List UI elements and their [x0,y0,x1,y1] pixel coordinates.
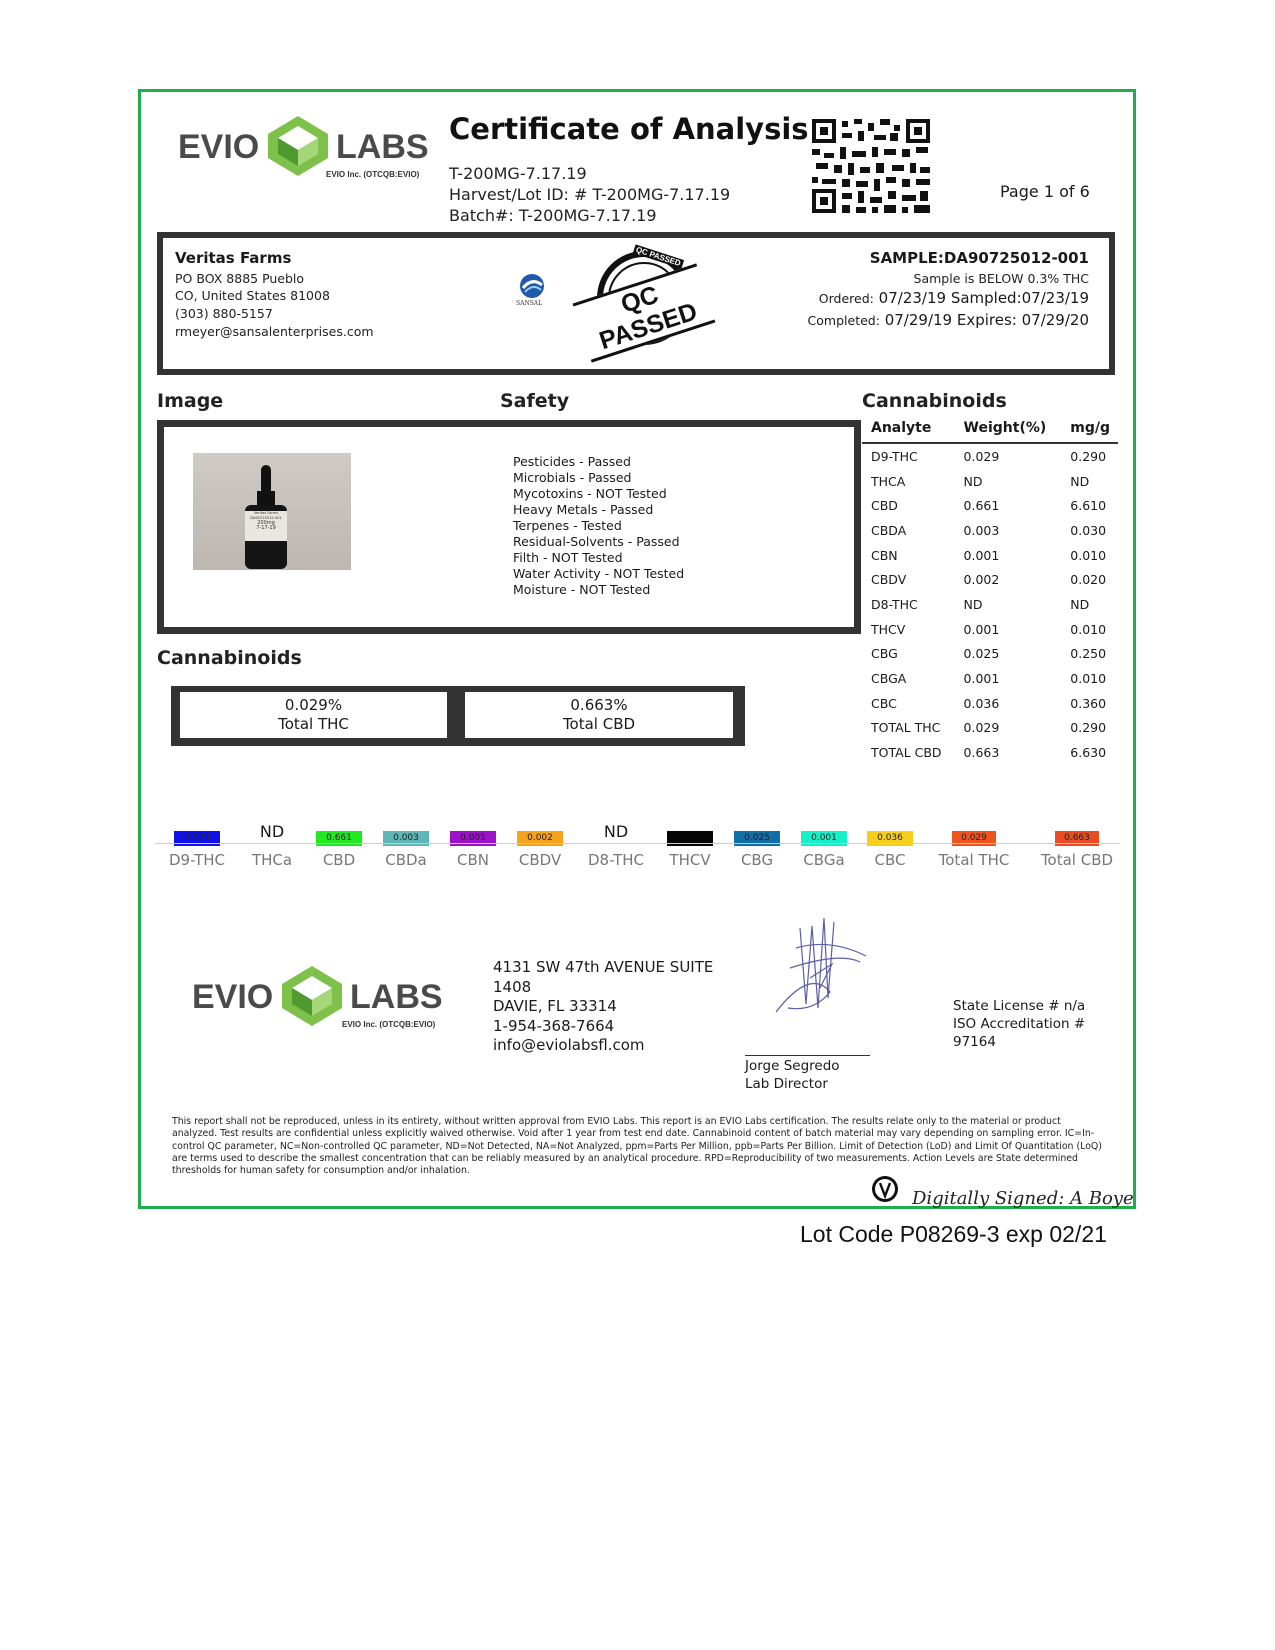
safety-item: Mycotoxins - NOT Tested [513,486,667,501]
mg-per-g-cell: 0.290 [1070,448,1107,464]
address-line: 4131 SW 47th AVENUE SUITE [493,958,714,976]
weight-cell: 0.001 [963,547,1000,563]
completed-date: 07/29/19 [884,311,953,329]
chart-bar: 0.029 [952,831,996,846]
table-row [862,740,1118,765]
totals-box [171,686,745,746]
mg-per-g-cell: 0.290 [1070,720,1107,736]
mg-per-g-cell: 6.630 [1070,745,1107,761]
lab-phone: 1-954-368-7664 [493,1016,615,1035]
chart-nd-label: ND [259,822,285,841]
mg-per-g-cell: ND [1070,596,1090,612]
mg-per-g-cell: ND [1070,473,1090,489]
analyte-cell: CBD [871,498,898,514]
table-row [862,691,1118,716]
analyte-cell: THCA [871,473,906,489]
chart-bar: 0.036 [867,831,913,846]
analyte-cell: D9-THC [871,448,918,464]
address-line: 1408 [493,977,532,996]
chart-category-label: D9-THC [168,851,226,869]
bottle-label-line-3: 200mg [257,520,275,526]
table-row [862,716,1118,741]
signature-seal-icon [870,1174,900,1204]
mg-per-g-cell: 0.030 [1070,522,1107,538]
completed-label: Completed: [807,313,880,328]
footer-evio-leaf-icon [280,964,344,1028]
chart-category-label: THCV [669,851,711,869]
stamp-ring-text: QC PASSED [634,245,682,268]
chart-bar: 0.663 [1055,831,1099,846]
analyte-cell: TOTAL CBD [871,745,942,761]
weight-cell: 0.036 [963,695,1000,711]
thc-compliance-note: Sample is BELOW 0.3% THC [913,271,1089,286]
analyte-cell: CBG [871,646,898,662]
product-id: T-200MG-7.17.19 [449,164,587,183]
safety-item: Residual-Solvents - Passed [513,534,680,549]
lab-address [493,958,713,1056]
chart-bar: 0.001 [450,831,496,846]
safety-item: Terpenes - Tested [513,518,622,533]
table-row [862,592,1118,617]
analyte-cell: CBC [871,695,897,711]
chart-bar: 0.001 [801,831,847,846]
total-thc-value: 0.029% [284,696,343,714]
table-row [862,493,1118,518]
weight-cell: 0.029 [963,448,1000,464]
mg-per-g-cell: 0.010 [1070,621,1107,637]
chart-bar: 0.001 [667,831,713,846]
total-thc-label: Total THC [278,715,349,733]
footer-logo-evio-text: EVIO [192,978,274,1016]
mg-per-g-cell: 0.010 [1070,671,1107,687]
logo-labs-text: LABS [336,128,429,166]
cannabinoids-table-heading: Cannabinoids [862,390,1007,412]
signature-line [745,1055,870,1056]
image-heading: Image [157,390,224,412]
col-analyte: Analyte [862,416,955,443]
document-title: Certificate of Analysis [449,112,809,146]
qc-passed-stamp [585,245,703,356]
chart-bar: 0.002 [517,831,563,846]
chart-category-label: CBC [874,851,906,869]
harvest-lot-id: Harvest/Lot ID: # T-200MG-7.17.19 [449,185,731,204]
table-row [862,518,1118,543]
table-row [862,469,1118,494]
footer-logo-labs-text: LABS [350,978,443,1016]
client-logo [512,273,552,313]
table-row [862,543,1118,568]
safety-item: Pesticides - Passed [513,454,631,469]
chart-category-label: CBD [322,851,356,869]
chart-bar: 0.661 [316,831,362,846]
completed-row [808,311,1089,329]
chart-category-label: THCa [251,851,293,869]
col-mg-per-g: mg/g [1061,416,1118,443]
total-cbd-cell [465,692,733,738]
ordered-date: 07/23/19 [878,289,947,307]
analyte-cell: D8-THC [871,596,918,612]
analyte-cell: CBN [871,547,898,563]
sansal-logo-icon [517,273,547,299]
chart-category-label: D8-THC [587,851,645,869]
col-weight: Weight(%) [955,416,1062,443]
cannabinoids-table-body [862,443,1118,765]
state-license: State License # n/a [953,998,1086,1014]
logo-evio-text: EVIO [178,128,260,166]
safety-item: Microbials - Passed [513,470,632,485]
weight-cell: ND [963,596,983,612]
weight-cell: 0.029 [963,720,1000,736]
ordered-row [819,289,1089,307]
footer-logo-subtitle: EVIO Inc. (OTCQB:EVIO) [342,1020,436,1029]
table-header-row [862,416,1118,443]
safety-results [513,454,684,598]
chart-category-label: CBDV [518,851,562,869]
table-row [862,666,1118,691]
director-title: Lab Director [745,1076,828,1092]
page-number: Page 1 of 6 [1000,182,1090,201]
safety-item: Filth - NOT Tested [513,550,623,565]
cannabinoids-summary-heading: Cannabinoids [157,647,302,669]
weight-cell: 0.001 [963,671,1000,687]
chart-nd-label: ND [603,822,629,841]
ordered-label: Ordered: [818,291,874,306]
address-line: DAVIE, FL 33314 [493,997,617,1015]
analyte-cell: CBDA [871,522,907,538]
analyte-cell: TOTAL THC [871,720,941,736]
evio-leaf-icon [266,114,330,178]
analyte-cell: THCV [871,621,906,637]
lot-code: Lot Code P08269-3 exp 02/21 [800,1221,1107,1247]
logo-subtitle: EVIO Inc. (OTCQB:EVIO) [326,170,420,179]
bottle-label-line-2: DA90725012-001 [250,516,282,520]
client-address-1: PO BOX 8885 Pueblo [175,271,305,286]
client-name: Veritas Farms [175,249,292,267]
evio-logo [178,112,430,184]
chart-category-label: CBG [740,851,774,869]
chart-category-label: CBGa [803,851,845,869]
iso-accreditation-number: 97164 [953,1034,996,1050]
weight-cell: 0.025 [963,646,1000,662]
stamp-main-text: QC PASSED [573,263,716,362]
table-row [862,567,1118,592]
weight-cell: ND [963,473,983,489]
sampled-date: Sampled:07/23/19 [950,289,1089,307]
chart-category-label: CBN [457,851,489,869]
weight-cell: 0.001 [963,621,1000,637]
sansal-logo-text: SANSAL [516,300,543,307]
safety-heading: Safety [500,390,570,412]
chart-category-label: Total THC [938,851,1010,869]
chart-category-label: Total CBD [1040,851,1114,869]
chart-bar: 0.029 [174,831,220,846]
total-cbd-label: Total CBD [562,715,636,733]
table-row [862,443,1118,469]
safety-item: Heavy Metals - Passed [513,502,654,517]
batch-number: Batch#: T-200MG-7.17.19 [449,206,657,225]
digital-signature-text: Digitally Signed: A Boye [912,1188,1134,1209]
client-address-2: CO, United States 81008 [175,288,330,303]
total-thc-cell [180,692,447,738]
lab-email: info@eviolabsfl.com [493,1036,645,1054]
bottle-label-line-4: 7-17-19 [256,525,276,531]
weight-cell: 0.002 [963,572,1000,588]
mg-per-g-cell: 0.250 [1070,646,1107,662]
iso-accreditation-label: ISO Accreditation # [953,1016,1086,1032]
weight-cell: 0.661 [963,498,1000,514]
bottle-label-line-1: Veritas Farms [253,511,279,515]
mg-per-g-cell: 0.020 [1070,572,1107,588]
expires-date: Expires: 07/29/20 [956,311,1089,329]
mg-per-g-cell: 6.610 [1070,498,1107,514]
qr-code [812,119,930,213]
license-info [953,997,1085,1051]
client-phone: (303) 880-5157 [175,306,273,321]
analyte-cell: CBGA [871,671,907,687]
safety-item: Moisture - NOT Tested [513,582,651,597]
bottle-label [245,511,287,541]
mg-per-g-cell: 0.010 [1070,547,1107,563]
total-cbd-value: 0.663% [570,696,628,714]
chart-baseline [155,843,1120,844]
chart-category-label: CBDa [385,851,427,869]
sample-id: SAMPLE:DA90725012-001 [869,249,1089,267]
table-row [862,642,1118,667]
analyte-cell: CBDV [871,572,907,588]
safety-item: Water Activity - NOT Tested [513,566,685,581]
chart-bar: 0.003 [383,831,429,846]
weight-cell: 0.663 [963,745,1000,761]
chart-bar: 0.025 [734,831,780,846]
director-name: Jorge Segredo [745,1058,840,1074]
disclaimer-text: This report shall not be reproduced, unless in its entirety, without written approval from EVIO Labs. This report is an EVIO Labs certification. The results relate only to the material or product analyzed. Test results are confidential unless explicitly waived otherwise. Void after 1 year from test end date. Cannabinoid content of batch material may vary depending on sampling error. IC=In-control QC parameter, NC=Non-controlled QC parameter, ND=Not Detected, NA=Not Analyzed, ppm=Parts Per Million, ppb=Parts Per Billion. Limit of Detection (LoD) and Limit Of Quantitation (LoQ) are terms used to describe the smallest concentration that can be reliably measured by an analytical procedure. RPD=Reproducibility of two measurements. Action Levels are State determined thresholds for human safety for consumption and/or inhalation. [172,1116,1102,1177]
weight-cell: 0.003 [963,522,1000,538]
table-row [862,617,1118,642]
cannabinoids-table [862,416,1118,765]
client-email: rmeyer@sansalenterprises.com [175,324,374,339]
mg-per-g-cell: 0.360 [1070,695,1107,711]
product-photo [193,453,351,570]
director-signature [770,908,870,1026]
evio-logo-footer [192,962,447,1034]
